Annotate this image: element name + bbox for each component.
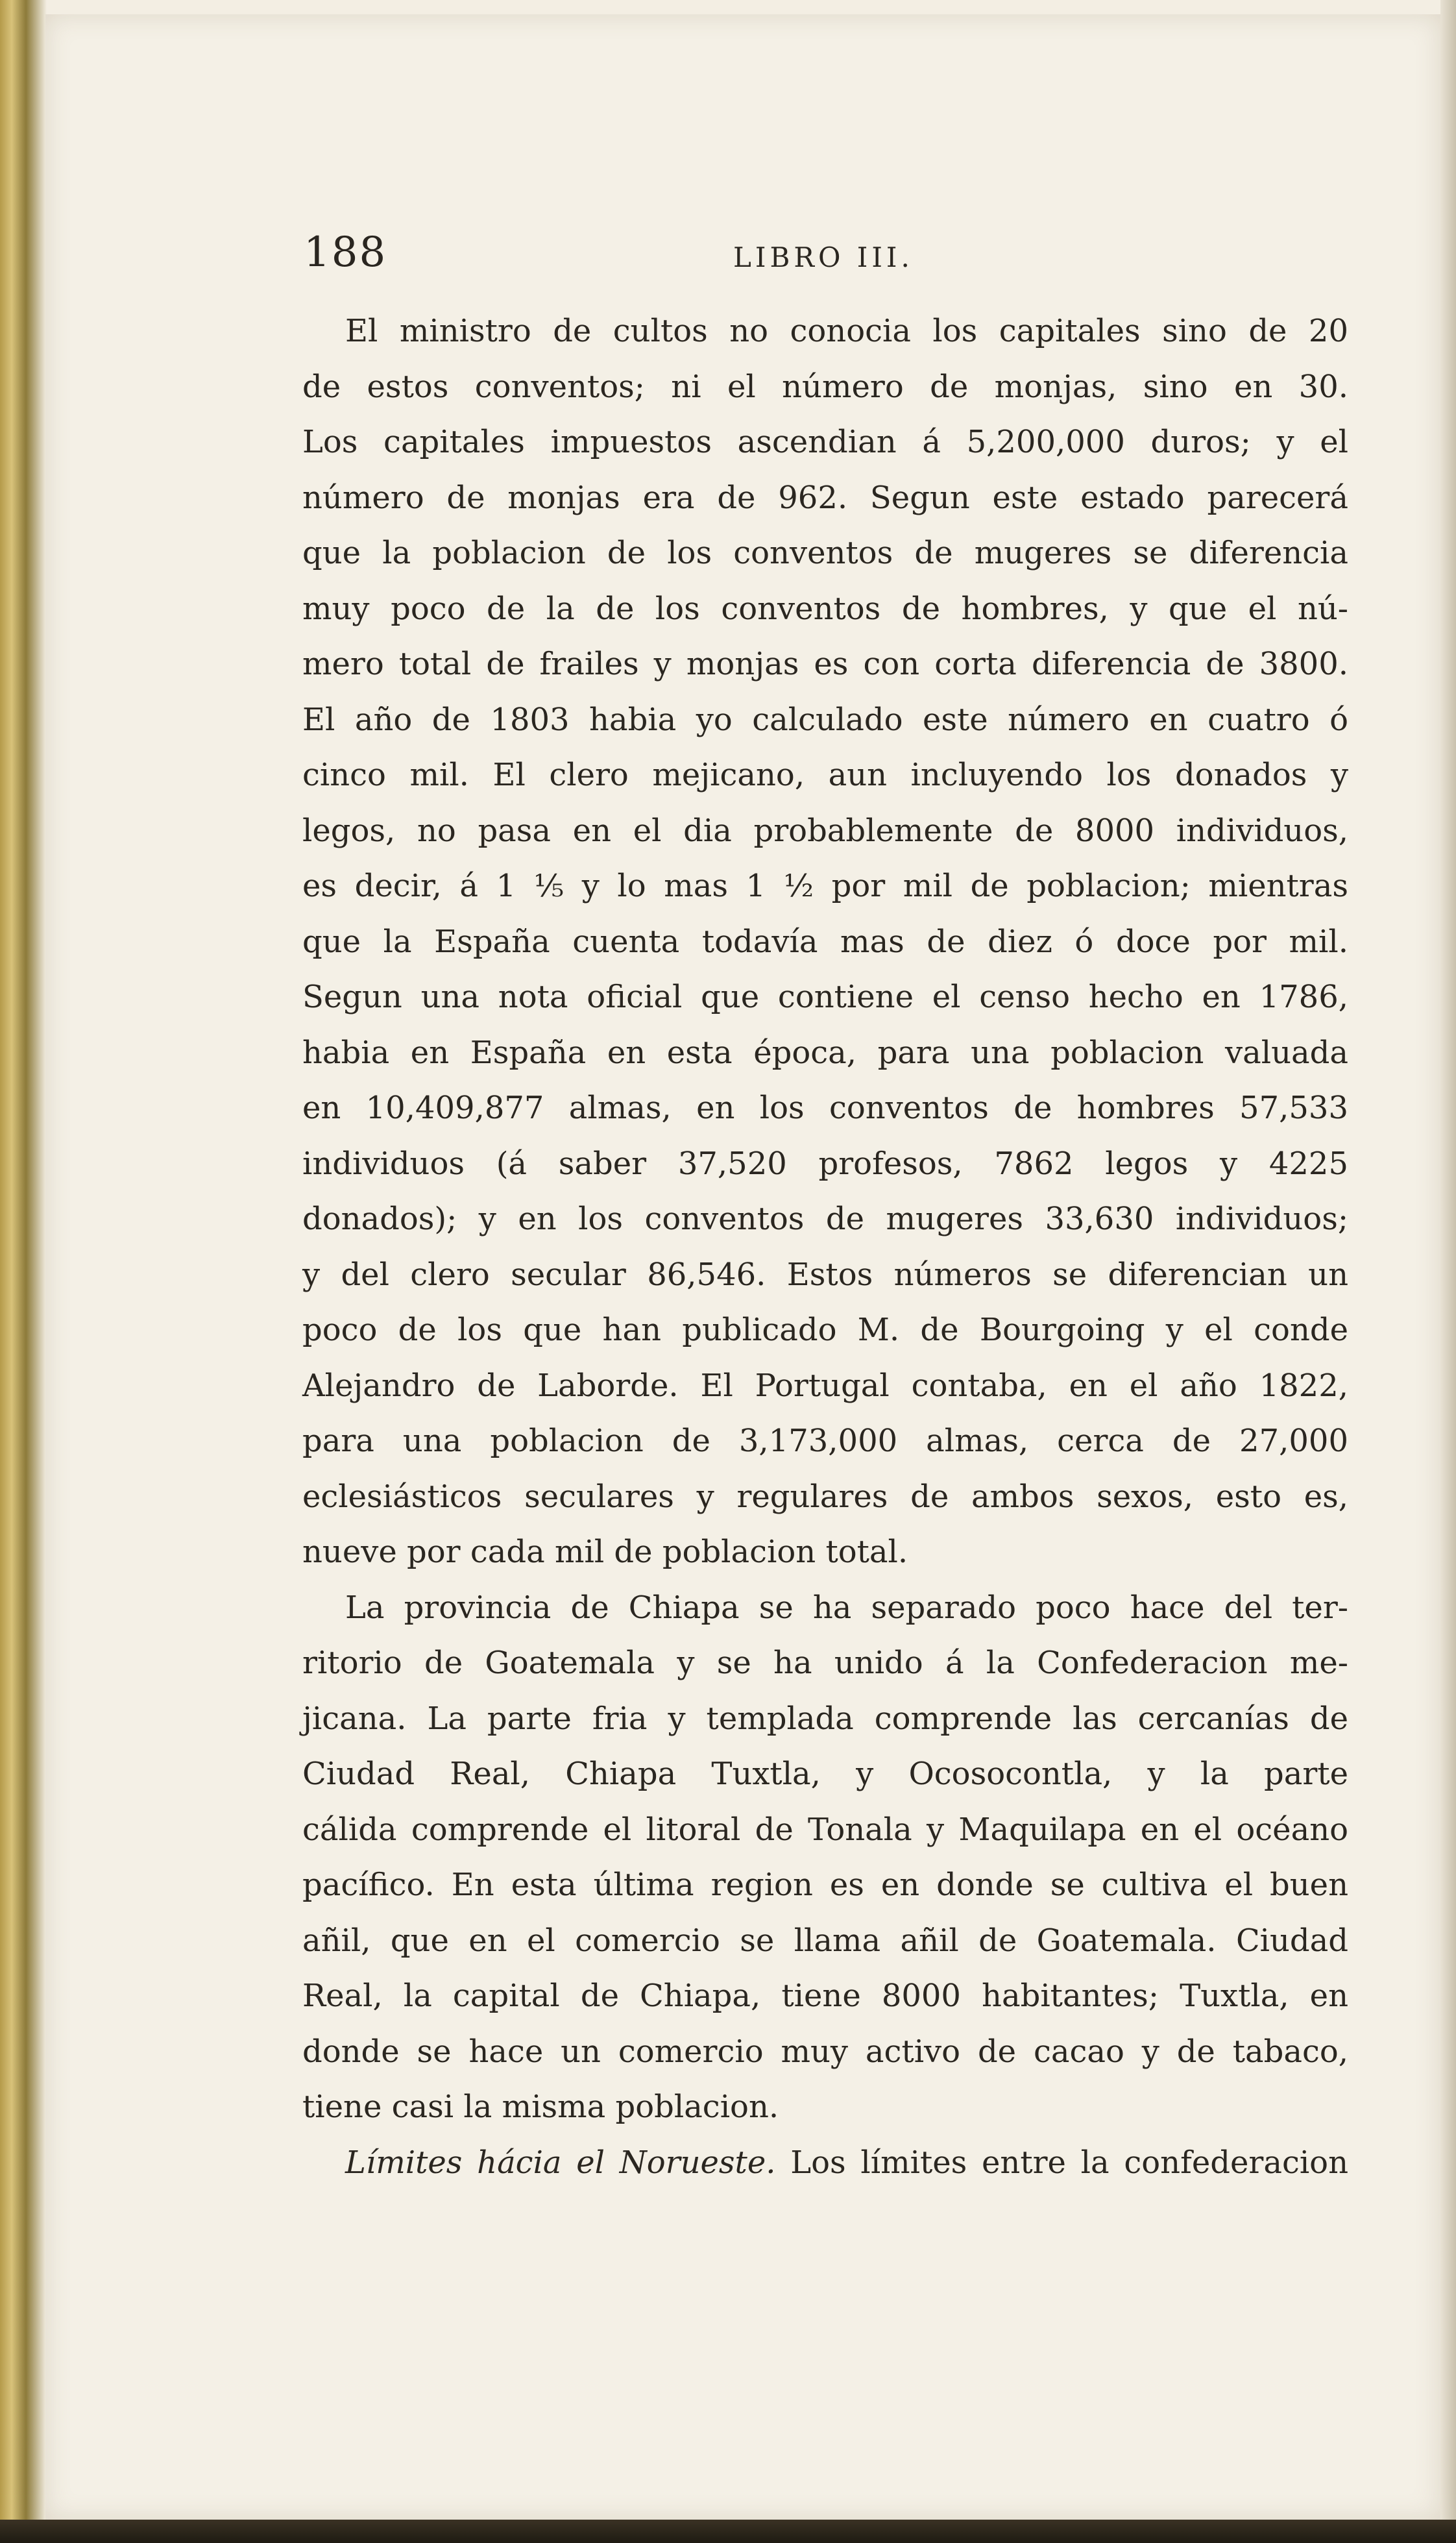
text-line: El ministro de cultos no conocia los capitales sino de 20 xyxy=(345,313,1348,349)
text-line: en 10,409,877 almas, en los conventos de hombres 57,533 xyxy=(302,1090,1348,1126)
text-line: Alejandro de Laborde. El Portugal contaba, en el año 1822, xyxy=(302,1367,1348,1404)
text-line: Ciudad Real, Chiapa Tuxtla, y Ocosocontla, y la parte xyxy=(302,1756,1348,1792)
text-line: cinco mil. El clero mejicano, aun incluyendo los donados y xyxy=(302,757,1348,793)
page-number: 188 xyxy=(304,228,387,276)
running-head: LIBRO III. xyxy=(733,241,914,273)
text-line: de estos conventos; ni el número de monjas, sino en 30. xyxy=(302,368,1348,405)
text-line: legos, no pasa en el dia probablemente de 8000 individuos, xyxy=(302,812,1348,849)
text-line: añil, que en el comercio se llama añil de Goatemala. Ciudad xyxy=(302,1922,1348,1959)
text-line: que la España cuenta todavía mas de diez ó doce por mil. xyxy=(302,923,1348,960)
text-fragment: Los límites entre la confederacion xyxy=(790,2144,1348,2181)
text-line: tiene casi la misma poblacion. xyxy=(302,2089,779,2125)
text-line xyxy=(302,2135,1348,2191)
text-line: Real, la capital de Chiapa, tiene 8000 habitantes; Tuxtla, en xyxy=(302,1978,1348,2014)
text-line: poco de los que han publicado M. de Bourgoing y el conde xyxy=(302,1312,1348,1348)
text-line: El año de 1803 habia yo calculado este número en cuatro ó xyxy=(302,701,1348,738)
text-line: pacífico. En esta última region es en donde se cultiva el buen xyxy=(302,1867,1348,1903)
text-line: Los capitales impuestos ascendian á 5,200,000 duros; y el xyxy=(302,424,1348,460)
text-line: La provincia de Chiapa se ha separado poco hace del ter- xyxy=(345,1589,1348,1626)
book-bottom-edge xyxy=(0,2520,1456,2543)
text-line: donados); y en los conventos de mugeres 33,630 individuos; xyxy=(302,1201,1348,1237)
text-line: eclesiásticos seculares y regulares de ambos sexos, esto es, xyxy=(302,1478,1348,1515)
text-line: habia en España en esta época, para una poblacion valuada xyxy=(302,1034,1348,1071)
text-line: jicana. La parte fria y templada comprende las cercanías de xyxy=(302,1700,1348,1737)
text-line: ritorio de Goatemala y se ha unido á la Confederacion me- xyxy=(302,1645,1348,1681)
text-line: y del clero secular 86,546. Estos números se diferencian un xyxy=(302,1256,1348,1293)
page-header xyxy=(304,228,1381,280)
text-line: es decir, á 1 ⅕ y lo mas 1 ½ por mil de poblacion; mientras xyxy=(302,868,1348,904)
text-line: donde se hace un comercio muy activo de cacao y de tabaco, xyxy=(302,2033,1348,2070)
body-text xyxy=(302,304,1348,2191)
italic-heading: Límites hácia el Norueste. xyxy=(345,2144,776,2181)
text-line: número de monjas era de 962. Segun este estado parecerá xyxy=(302,479,1348,516)
text-line: mero total de frailes y monjas es con corta diferencia de 3800. xyxy=(302,646,1348,682)
text-line: que la poblacion de los conventos de mugeres se diferencia xyxy=(302,535,1348,571)
text-line: Segun una nota oficial que contiene el censo hecho en 1786, xyxy=(302,979,1348,1015)
text-line: nueve por cada mil de poblacion total. xyxy=(302,1534,908,1570)
text-line: para una poblacion de 3,173,000 almas, cerca de 27,000 xyxy=(302,1423,1348,1459)
page-edge xyxy=(1440,0,1456,2543)
text-line: muy poco de la de los conventos de hombres, y que el nú- xyxy=(302,590,1348,627)
text-line: cálida comprende el litoral de Tonala y Maquilapa en el océano xyxy=(302,1811,1348,1848)
text-line: individuos (á saber 37,520 profesos, 7862 legos y 4225 xyxy=(302,1145,1348,1182)
